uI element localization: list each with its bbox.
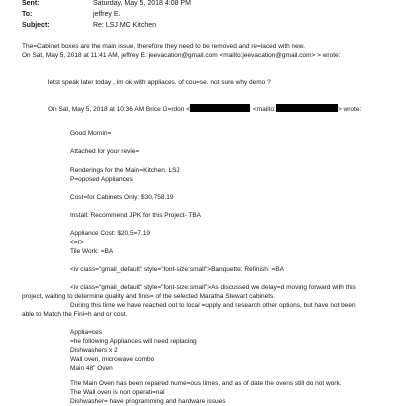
appliances-heading: Applia=ces [70,329,102,336]
quote-header-brice-end: > wrote: [337,106,362,113]
greeting: Good Mornin= [70,130,112,137]
reply-line-cabinets: The=Cabinet boxes are the main issue, therefore they need to be removed and re=laced with new. [22,43,305,50]
able-to-match-line: able to Match the Fini=h and or cost. [22,311,128,318]
br-tag-line: <=r> [70,239,84,246]
cabinet-cost-line: Cost=for Cabinets Only: $30,758.19 [70,194,174,201]
quote-header-mailto: <mailto: [253,106,276,113]
redacted-email [190,104,250,112]
wall-oven-line: Wall oven, microwave combo [70,356,155,363]
install-line: Install: Recommend JPK for this Project- TBA [70,212,202,219]
to-label: To: [22,11,33,18]
quote-header-brice-start: On Sat, May 5, 2018 at 10:36 AM Brice G=rdon < [48,106,190,113]
attached-line: Attached for your revie= [70,148,140,155]
sent-value: Saturday, May 5, 2018 4:08 PM [93,0,191,7]
renderings-line: Renderings for the Main=Kitchen. LSJ [70,167,180,174]
following-appliances-line: =he following Appliances will need replacing [70,338,197,345]
dishwasher-issues-line: Dishwasher= have programming and hardware issues [70,398,226,405]
banquette-line: <iv class="gmail_default" style="font-size:small">Banquette: Refinish: =BA [70,266,284,273]
tile-work-line: Tile Work: =BA [70,248,114,255]
appliance-cost-line: Appliance Cost: $20,5=7.19 [70,230,151,237]
to-value: jeffrey E. [93,11,121,18]
dishwashers-line: Dishwashers x 2 [70,347,118,354]
quote-header-brice [48,104,361,114]
proposed-appliances-line: P=oposed Appliances [70,176,133,183]
main-oven-repaired-line: The Main Oven has been repaired nume=ous times, and as of date the ovens still do not work. [70,380,342,387]
subject-value: Re: LSJ MC Kitchen [93,22,157,29]
sent-label: Sent: [22,0,40,7]
project-quality-line: project, waiting to determine quality and finis= of the selected Maratha Stewart cabinets. [22,293,276,300]
subject-label: Subject: [22,22,50,29]
main-48-oven-line: Main 48" Oven [70,365,113,372]
jeffrey-message: letst speak later today , im ok with appliaces. of cou=se. not sure why demo ? [48,79,271,86]
quote-header-jeffrey: On Sat, May 5, 2018 at 11:41 AM, jeffrey E. jeevacation@gmail.com <mailto:jeevacation@gmail.com> > wrote: [22,52,341,59]
delay-line: <iv class="gmail_default" style="font-size:small">As discussed we delay=d moving forward with this [70,284,356,291]
wall-oven-nonoperational-line: The Wall oven is non operati=nal [70,389,165,396]
during-line: During this time we have reached out to local =upply and research other options, but have not been [70,302,356,309]
redacted-email [276,104,338,112]
